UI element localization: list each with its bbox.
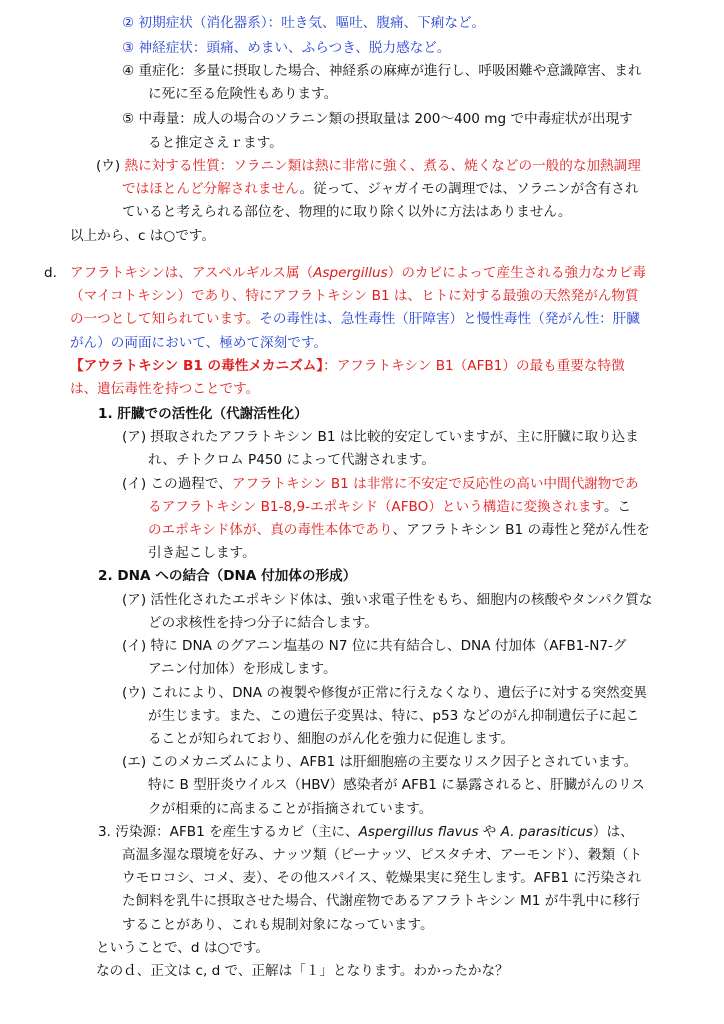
step-2-heading: 2. DNA への結合（DNA 付加体の形成）: [98, 568, 357, 585]
step-3-lead: 3. 汚染源：AFB1 を産生するカビ（主に、: [98, 823, 359, 840]
step-1b-red-1: アフラトキシン B1 は非常に不安定で反応性の高い中間代謝物であ: [231, 475, 639, 492]
step-1b-1: [122, 473, 639, 495]
step-1b-red-2: るアフラトキシン B1-8,9-エポキシド（AFBO）という構造に変換されます: [148, 498, 604, 515]
step-1a-1: (ア) 摂取されたアフラトキシン B1 は比較的安定していますが、主に肝臓に取り込ま: [122, 429, 639, 446]
d-intro-2: （マイコトキシン）であり、特にアフラトキシン B1 は、ヒトに対する最強の天然発がん物質: [70, 288, 639, 305]
step-1b-3: [148, 519, 650, 541]
section-d-label: d.: [44, 264, 57, 281]
species-parasiticus: A. parasiticus: [500, 823, 593, 840]
step-2d-1: (エ) このメカニズムにより、AFB1 は肝細胞癌の主要なリスク因子とされています。: [122, 754, 638, 771]
step-2d-3: クが相乗的に高まることが指摘されています。: [148, 800, 433, 817]
step-2b-1: (イ) 特に DNA のグアニン塩基の N7 位に共有結合し、DNA 付加体（AFB1-N7-グ: [122, 638, 627, 655]
symptom-early: ② 初期症状（消化器系）：吐き気、嘔吐、腹痛、下痢など。: [122, 15, 486, 31]
step-2c-1: (ウ) これにより、DNA の複製や修復が正常に行えなくなり、遺伝子に対する突然変異: [122, 684, 647, 701]
heat-property-red-1: 熱に対する性質：ソラニン類は熱に非常に強く、煮る、焼くなどの一般的な加熱調理: [124, 157, 641, 174]
heat-property-line-1: [96, 155, 641, 177]
toxic-dose-1: ⑤ 中毒量：成人の場合のソラニン類の摂取量は 200～400 mg で中毒症状が出現す: [122, 111, 633, 128]
step-1b-2: [148, 496, 631, 518]
d-intro-3: [70, 308, 640, 330]
step-2c-2: が生じます。また、この遺伝子変異は、特に、p53 などのがん抑制遺伝子に起こ: [148, 707, 640, 724]
step-1b-red-3b: 真の毒性本体であり: [270, 522, 393, 538]
d-intro-1a: アフラトキシンは、アスペルギルス属（: [70, 264, 314, 281]
species-flavus: Aspergillus flavus: [358, 823, 479, 840]
step-1a-2: れ、チトクロム P450 によって代謝されます。: [148, 452, 435, 469]
step-1-heading: 1. 肝臓での活性化（代謝活性化）: [98, 406, 308, 422]
item-label: (ウ): [96, 157, 121, 174]
step-2d-2: 特に B 型肝炎ウイルス（HBV）感染者が AFB1 に暴露されると、肝臓がんのリス: [148, 777, 645, 794]
step-1b-black-2: 。こ: [603, 498, 632, 515]
heat-property-red-2: ではほとんど分解されません: [122, 181, 300, 197]
step-1b-lead: (イ) この過程で、: [122, 475, 232, 492]
d-intro-4: がん）の両面において、極めて深刻です。: [70, 334, 327, 351]
mechanism-intro-rest: ：アフラトキシン B1（AFB1）の最も重要な特徴: [323, 357, 625, 374]
genus-name: Aspergillus: [313, 264, 388, 281]
d-intro-3-red: の一つとして知られています。: [70, 311, 260, 328]
step-1b-red-3a: のエポキシド体が、: [148, 522, 271, 538]
step-2a-2: どの求核性を持つ分子に結合します。: [148, 614, 379, 631]
step-3-line-4: た飼料を乳牛に摂取させた場合、代謝産物であるアフラトキシン M1 が牛乳中に移行: [122, 893, 640, 910]
step-3-line-5: することがあり、これも規制対象になっています。: [122, 916, 434, 933]
conclusion-d: ということで、d は○です。: [96, 939, 269, 956]
step-3-tail: ）は、: [592, 823, 634, 840]
conclusion-c: 以上から、c は○です。: [70, 227, 215, 244]
heat-property-black-2: 。従って、ジャガイモの調理では、ソラニンが含有され: [299, 181, 639, 197]
step-3-line-2: 高温多湿な環境を好み、ナッツ類（ピーナッツ、ピスタチオ、アーモンド）、穀類（ト: [122, 847, 643, 863]
step-1b-black-3: 、アフラトキシン B1 の毒性と発がん性を: [392, 522, 650, 538]
symptom-neuro: ③ 神経症状：頭痛、めまい、ふらつき、脱力感など。: [122, 40, 451, 56]
step-2b-2: アニン付加体）を形成します。: [148, 661, 337, 678]
heat-property-line-2: [122, 178, 638, 200]
step-3-line-1: [98, 821, 634, 843]
mechanism-intro: [70, 355, 625, 377]
step-3-line-3: ウモロコシ、コメ、麦）、その他スパイス、乾燥果実に発生します。AFB1 に汚染され: [122, 870, 642, 887]
mechanism-intro-2: は、遺伝毒性を持つことです。: [70, 381, 260, 397]
step-2c-3: ることが知られており、細胞のがん化を強力に促進します。: [148, 730, 514, 747]
toxic-dose-2: ると推定さえｒます。: [148, 134, 283, 151]
symptom-severe-2: に死に至る危険性もあります。: [148, 86, 338, 103]
d-intro-1b: ）のカビによって産生される強力なカビ毒: [387, 264, 647, 281]
step-3-and: や: [478, 823, 501, 840]
step-1b-4: 引き起こします。: [148, 545, 256, 562]
step-2a-1: (ア) 活性化されたエポキシド体は、強い求電子性をもち、細胞内の核酸やタンパク質な: [122, 591, 653, 608]
final-answer: なのｄ、正文は c, d で、正解は「１」となります。わかったかな？: [96, 963, 509, 979]
d-intro-1: [70, 262, 646, 284]
d-intro-3-blue: その毒性は、急性毒性（肝障害）と慢性毒性（発がん性：肝臓: [259, 311, 640, 328]
symptom-severe-1: ④ 重症化：多量に摂取した場合、神経系の麻痺が進行し、呼吸困難や意識障害、まれ: [122, 63, 642, 80]
heat-property-line-3: ていると考えられる部位を、物理的に取り除く以外に方法はありません。: [122, 204, 572, 221]
mechanism-heading: 【アウラトキシン B1 の毒性メカニズム】: [70, 357, 324, 374]
